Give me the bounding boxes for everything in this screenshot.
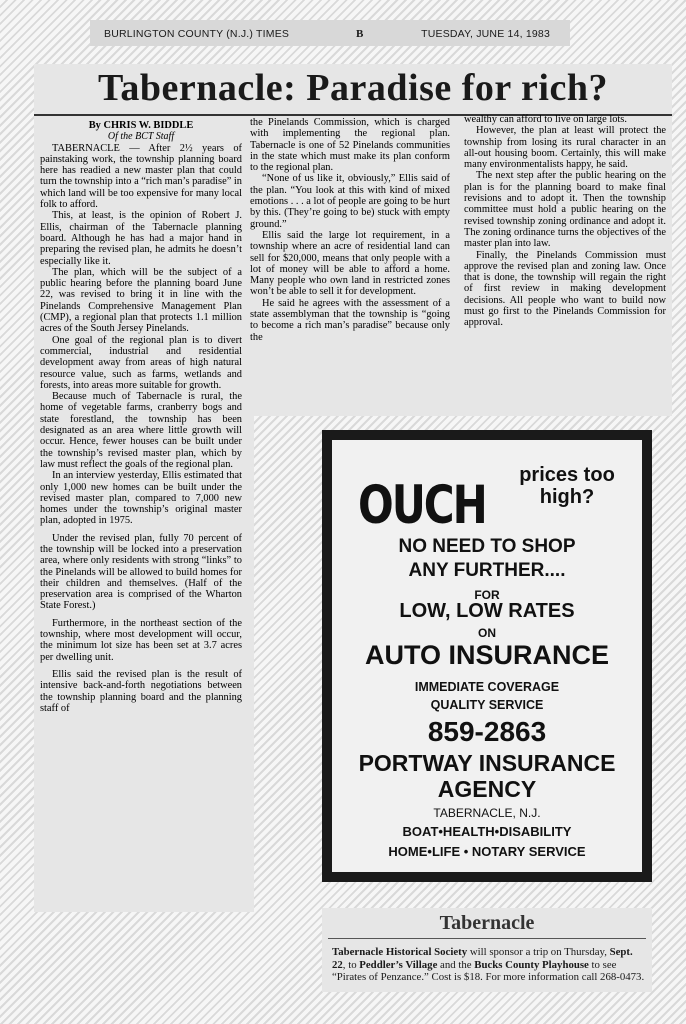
- article-column-1: [40, 120, 242, 714]
- publication-name: BURLINGTON COUNTY (N.J.) TIMES: [104, 28, 290, 40]
- byline: By CHRIS W. BIDDLE: [88, 120, 194, 131]
- paragraph: This, at least, is the opinion of Robert J. Ellis, chairman of the Tabernacle planning board. Although he has had a major hand in preparing the revised plan, he admits he doesn’t especially like it.: [40, 210, 242, 267]
- article-column-2: [250, 117, 450, 343]
- paragraph: Finally, the Pinelands Commission must approve the revised plan and zoning law. Once that is done, the township will regain the right of first review in making development decisions. All people who want to build now must go first to the Pinelands Commission for approval.: [464, 249, 666, 329]
- ad-ouch: OUCH: [358, 474, 486, 536]
- notice-org: Tabernacle Historical Society: [332, 946, 468, 958]
- ad-line: ON: [478, 626, 496, 640]
- tabernacle-notice: [322, 908, 652, 992]
- page-letter: B: [356, 28, 364, 40]
- ad-phone: 859-2863: [427, 716, 547, 747]
- ad-agency: AGENCY: [437, 776, 537, 802]
- notice-title: Tabernacle: [439, 912, 535, 934]
- paragraph: “None of us like it, obviously,” Ellis said of the plan. “You look at this with kind of mixed emotions . . . a lot of people are going to be hurt by this. (They’re going to be) stuck with empty ground.”: [250, 173, 450, 230]
- paragraph: the Pinelands Commission, which is charged with implementing the regional plan. Tabernacle is one of 52 Pinelands communities in the state which must make its plan conform to the regional plan.: [250, 117, 450, 174]
- article-column-3: [464, 114, 666, 329]
- paragraph: Ellis said the revised plan is the result of intensive back-and-forth negotiations between the township planning board and the planning staff of: [40, 668, 242, 714]
- notice-text: Thursday: [564, 946, 605, 958]
- ad-line: AUTO INSURANCE: [364, 640, 609, 670]
- headline: Tabernacle: Paradise for rich?: [98, 67, 608, 109]
- paragraph: The plan, which will be the subject of a public hearing before the planning board June 22, was revised to bring it in line with the Pinelands Comprehensive Management Plan (CMP), a regional plan that protects 1.1 million acres of the South Jersey Pinelands.: [40, 266, 242, 335]
- ad-line: QUALITY SERVICE: [430, 698, 544, 712]
- ad-line: ANY FURTHER....: [408, 560, 566, 581]
- paragraph: However, the plan at least will protect the township from losing its rural character in an all-out housing boom. Certainly, this will make many environmentalists happy, he said.: [464, 125, 666, 171]
- notice-text: , to: [342, 958, 360, 971]
- ad-line: NO NEED TO SHOP: [398, 536, 576, 557]
- ad-line: LOW, LOW RATES: [399, 600, 575, 622]
- notice-body: [332, 946, 646, 984]
- paragraph: Ellis said the large lot requirement, in a township where an acre of residential land can sell for $20,000, means that only people with a lot of money will be able to afford a home. Many people who own land in restricted zones won’t be able to sell it for development.: [250, 229, 450, 298]
- ad-location: TABERNACLE, N.J.: [433, 806, 541, 820]
- paragraph: In an interview yesterday, Ellis estimated that only 1,000 new homes can be built under the revised master plan, compared to 7,000 new homes under the township’s original master plan, adopted in 1975.: [40, 470, 242, 527]
- notice-rule: [328, 938, 646, 939]
- paragraph: Because much of Tabernacle is rural, the home of vegetable farms, cranberry bogs and state forestland, the township has been designated as an area where little growth will occur. Hence, fewer houses can be built under the township’s revised master plan, which by law must reflect the goals of the regional plan.: [40, 391, 242, 470]
- notice-date: Sept. 22: [332, 946, 633, 971]
- paragraph: Furthermore, in the northeast section of the township, where most development will occur, the minimum lot size has been set at 3.7 acres per dwelling unit.: [40, 617, 242, 663]
- ad-line: IMMEDIATE COVERAGE: [414, 680, 560, 694]
- notice-text: will sponsor a trip on: [467, 946, 565, 958]
- ad-line: FOR: [474, 588, 500, 602]
- notice-place: Bucks County Playhouse: [474, 958, 589, 971]
- notice-text: and the: [437, 958, 475, 971]
- masthead: [90, 20, 570, 46]
- paragraph: TABERNACLE — After 2½ years of painstaking work, the township planning board here has readied a new master plan that could turn the township into a “rich man’s paradise” in which land will be too expensive for many local folk to afford.: [40, 142, 242, 211]
- ad-prices-too-high: prices too high?: [519, 464, 615, 508]
- paragraph: He said he agrees with the assessment of a state assemblyman that the township is “going to become a rich man’s paradise” because only the: [250, 297, 450, 343]
- staff-credit: Of the BCT Staff: [107, 131, 175, 143]
- ad-services: BOAT•HEALTH•DISABILITY: [402, 824, 572, 839]
- notice-text: to see “Pirates of Penzance.” Cost is $18. For more information call 268-0473.: [332, 958, 645, 984]
- publication-date: TUESDAY, JUNE 14, 1983: [421, 28, 550, 40]
- paragraph: One goal of the regional plan is to divert commercial, industrial and residential development away from areas of high natural resource value, such as farms, wetlands and forests, into areas more suitable for growth.: [40, 334, 242, 391]
- paragraph: The next step after the public hearing on the plan is for the planning board to make final revisions and to adopt it. Then the township committee must hold a public hearing on the revised township zoning ordinance and adopt it. The zoning ordinance turns the objectives of the master plan into law.: [464, 170, 666, 250]
- notice-place: Peddler’s Village: [359, 958, 438, 971]
- ad-agency: PORTWAY INSURANCE: [358, 750, 616, 776]
- notice-text: ,: [604, 946, 610, 958]
- paragraph: Under the revised plan, fully 70 percent of the township will be locked into a preservation area, where only residents with strong “links” to the Pinelands will be allowed to build homes for their children and themselves. (Half of the preservation area is comprised of the Wharton State Forest.): [40, 532, 242, 612]
- ad-services: HOME•LIFE • NOTARY SERVICE: [388, 844, 586, 859]
- paragraph: wealthy can afford to live on large lots.: [464, 114, 627, 125]
- insurance-advertisement: [322, 430, 652, 882]
